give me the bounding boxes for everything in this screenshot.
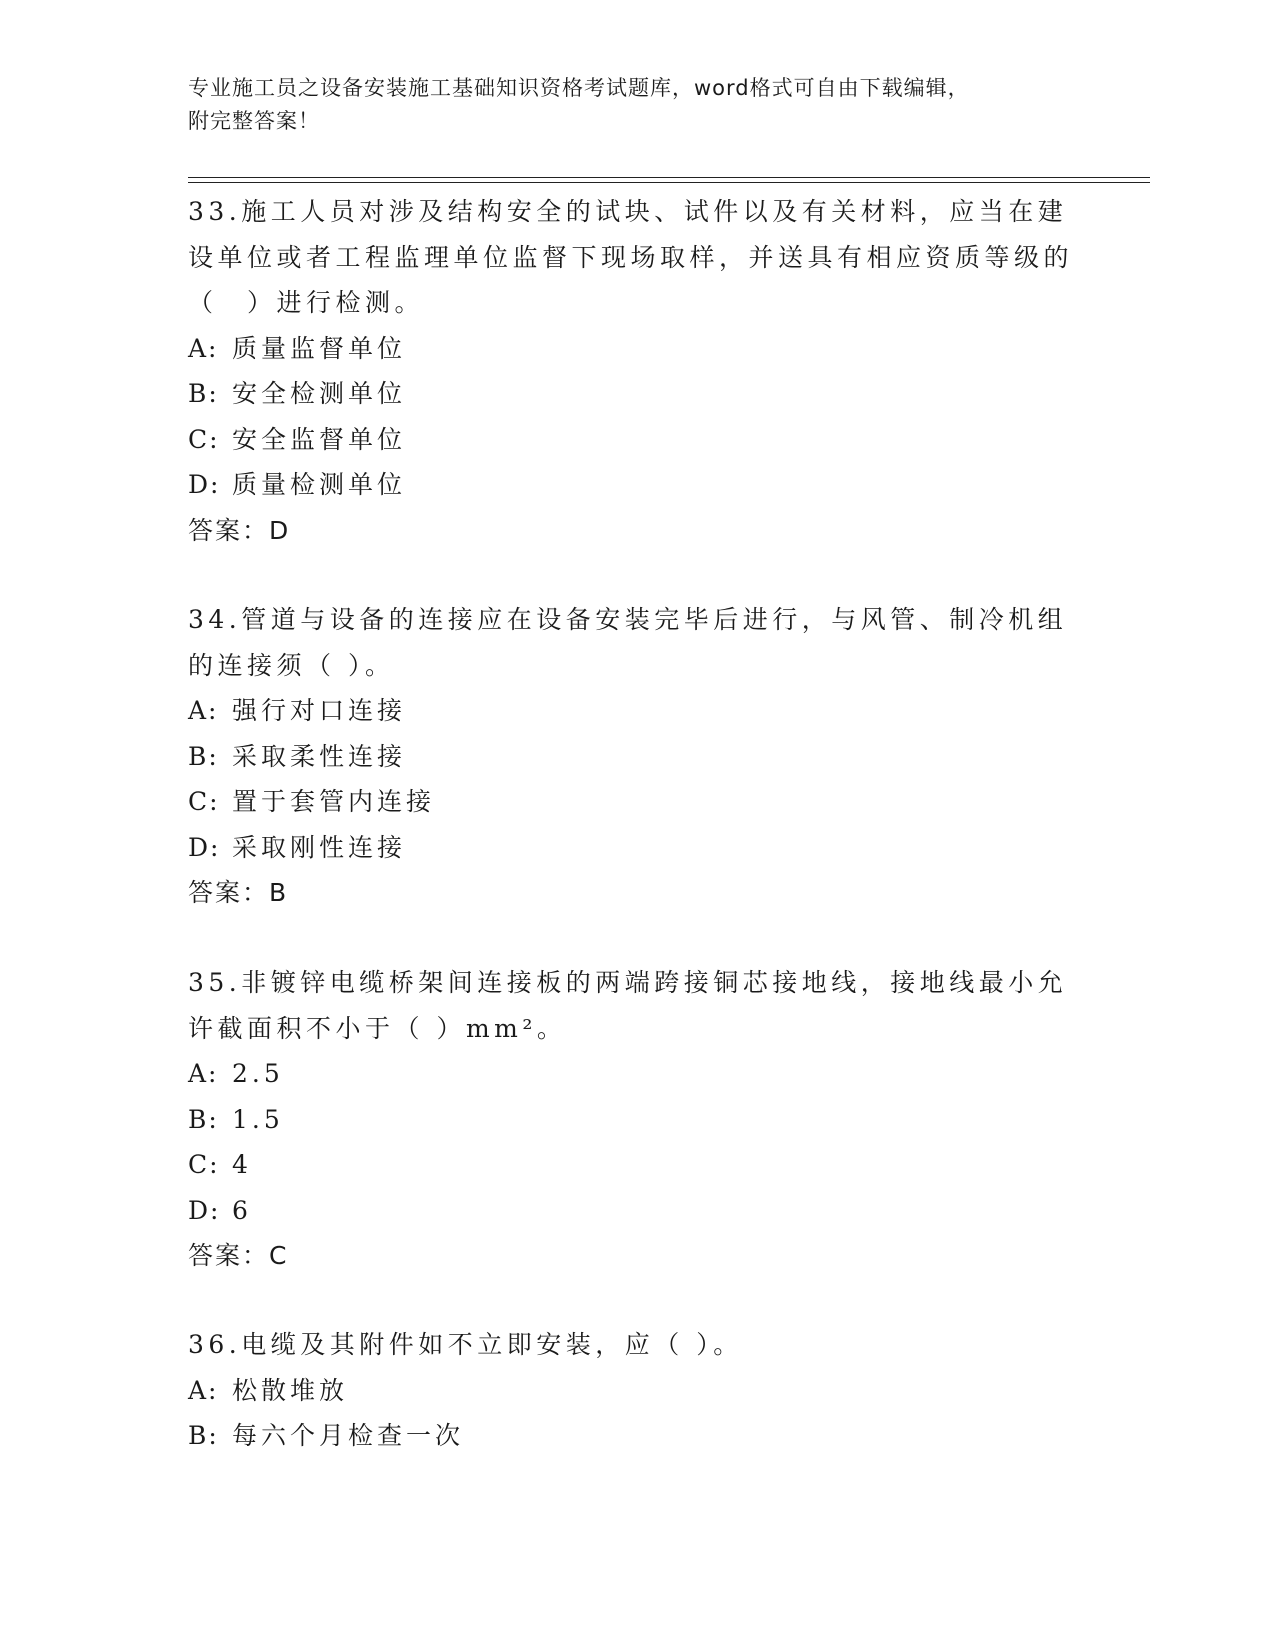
question-34 [188,597,1088,916]
option-key: D: [188,1195,221,1225]
option-key: D: [188,832,221,862]
option-a [188,688,1088,734]
option-text: 每六个月检查一次 [232,1421,465,1450]
question-stem: 33.施工人员对涉及结构安全的试块、试件以及有关材料，应当在建设单位或者工程监理单位监督下现场取样，并送具有相应资质等级的（ ）进行检测。 [188,197,1074,317]
option-key: B: [188,741,219,771]
option-key: C: [188,787,220,816]
answer: 答案：C [188,1241,289,1270]
option-a [188,326,1088,372]
option-text: 安全监督单位 [232,424,407,454]
question-35 [188,960,1088,1279]
option-key: B: [188,379,219,408]
option-key: A: [188,333,219,363]
option-key: A: [188,1375,219,1405]
option-d [188,462,1088,508]
option-text: 置于套管内连接 [232,787,436,816]
option-key: A: [188,1059,219,1088]
option-text: 安全检测单位 [232,379,407,408]
option-text: 强行对口连接 [232,696,407,725]
option-key: B: [188,1104,219,1134]
option-text: 松散堆放 [232,1375,349,1405]
option-text: 质量监督单位 [232,333,407,363]
option-key: B: [188,1421,219,1450]
option-text: 4 [232,1150,252,1179]
question-stem: 36.电缆及其附件如不立即安装，应（ ）。 [188,1330,743,1359]
option-text: 质量检测单位 [232,470,407,499]
option-text: 6 [232,1195,252,1225]
option-a [188,1051,1088,1097]
option-b [188,1097,1088,1143]
option-text: 采取柔性连接 [232,741,407,771]
option-key: D: [188,470,221,499]
option-key: A: [188,696,219,725]
option-b [188,371,1088,417]
header-divider-top [188,177,1150,178]
option-c [188,1142,1088,1188]
document-header [188,72,1068,138]
option-a [188,1368,1088,1414]
option-key: C: [188,1150,220,1179]
option-c [188,779,1088,825]
option-d [188,1188,1088,1234]
option-text: 1.5 [232,1104,284,1134]
option-b [188,1413,1088,1459]
option-text: 2.5 [232,1059,284,1088]
answer: 答案：D [188,515,291,545]
question-stem: 35.非镀锌电缆桥架间连接板的两端跨接铜芯接地线，接地线最小允许截面积不小于（ ）mm²。 [188,968,1068,1043]
question-stem: 34.管道与设备的连接应在设备安装完毕后进行，与风管、制冷机组的连接须（ ）。 [188,605,1068,680]
header-line-2: 附完整答案！ [188,109,320,133]
header-divider-bottom [188,182,1150,183]
option-c [188,417,1088,463]
option-d [188,825,1088,871]
header-line-1: 专业施工员之设备安装施工基础知识资格考试题库，word格式可自由下载编辑， [188,76,970,100]
question-33 [188,189,1088,553]
option-b [188,734,1088,780]
option-text: 采取刚性连接 [232,832,407,862]
question-36 [188,1322,1088,1459]
answer: 答案：B [188,878,289,907]
option-key: C: [188,424,220,454]
